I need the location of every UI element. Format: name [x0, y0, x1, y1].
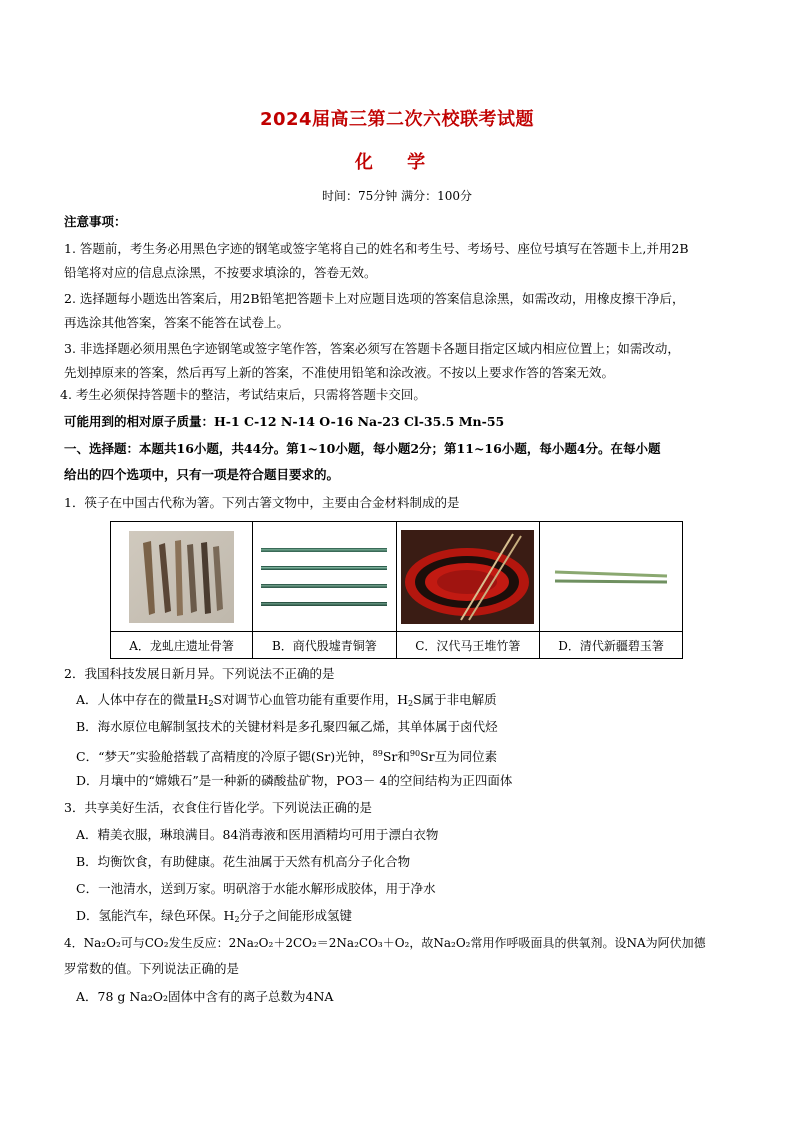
q2-option-c-part-1: C．“梦天”实验舱搭载了高精度的冷原子锶(Sr)光钟， — [76, 749, 373, 764]
q1-option-c-image-cell — [396, 522, 540, 632]
q2-option-a-subscript-2: 2 — [408, 699, 414, 708]
q1-option-b-caption: B．商代殷墟青铜箸 — [253, 632, 396, 659]
q2-option-a-part-1: A．人体中存在的微量H — [76, 692, 209, 707]
q3-option-d-subscript: 2 — [234, 915, 240, 924]
notice-item-3-line-2: 先划掉原来的答案，然后再写上新的答案，不准使用铅笔和涂改液。不按以上要求作答的答案无效。 — [64, 365, 615, 380]
notice-item-4: 4. 考生必须保持答题卡的整洁，考试结束后，只需将答题卡交回。 — [60, 387, 426, 402]
q2-option-c-superscript-1: 89 — [372, 749, 383, 758]
lacquer-plate-bamboo-chopsticks-image — [401, 530, 534, 624]
q2-stem: 2．我国科技发展日新月异。下列说法不正确的是 — [64, 666, 335, 681]
q4-option-a: A．78 g Na₂O₂固体中含有的离子总数为4NA — [76, 989, 334, 1004]
subject-title: 化 学 — [354, 152, 440, 173]
q1-option-c-caption: C．汉代马王堆竹箸 — [396, 632, 540, 659]
q1-stem: 1．筷子在中国古代称为箸。下列古箸文物中，主要由合金材料制成的是 — [64, 495, 460, 510]
q3-option-c: C．一池清水，送到万家。明矾溶于水能水解形成胶体，用于净水 — [76, 881, 436, 896]
q1-option-a-caption: A．龙虬庄遗址骨箸 — [111, 632, 253, 659]
notice-item-2-line-2: 再选涂其他答案，答案不能答在试卷上。 — [64, 315, 290, 330]
q3-option-a: A．精美衣服，琳琅满目。84消毒液和医用酒精均可用于漂白衣物 — [76, 827, 439, 842]
exam-time-score: 时间：75分钟 满分：100分 — [322, 189, 472, 203]
notice-item-2-line-1: 2. 选择题每小题选出答案后，用2B铅笔把答题卡上对应题目选项的答案信息涂黑，如需改动，用橡皮擦干净后， — [64, 291, 685, 306]
bronze-chopsticks-image — [259, 542, 389, 612]
atomic-masses: 可能用到的相对原子质量：H-1 C-12 N-14 O-16 Na-23 Cl-35.5 Mn-55 — [64, 414, 505, 429]
q4-stem-line-2: 罗常数的值。下列说法正确的是 — [64, 961, 240, 976]
notice-item-1-line-2: 铅笔将对应的信息点涂黑，不按要求填涂的，答卷无效。 — [64, 265, 377, 280]
section-1-line-1: 一、选择题：本题共16小题，共44分。第1~10小题，每小题2分；第11~16小题，每小题4分。在每小题 — [64, 441, 661, 456]
q2-option-a-part-3: S属于非电解质 — [413, 692, 497, 707]
q1-option-d-caption: D．清代新疆碧玉箸 — [540, 632, 683, 659]
q2-option-d: D．月壤中的“嫦娥石”是一种新的磷酸盐矿物，PO3－ 4的空间结构为正四面体 — [76, 773, 513, 788]
notice-item-3-line-1: 3. 非选择题必须用黑色字迹钢笔或签字笔作答，答案必须写在答题卡各题目指定区域内相应位置上；如需改动， — [64, 341, 680, 356]
notice-heading: 注意事项： — [64, 214, 127, 229]
bone-chopsticks-image — [129, 531, 234, 623]
section-1-line-2: 给出的四个选项中，只有一项是符合题目要求的。 — [64, 467, 340, 482]
notice-item-1-line-1: 1. 答题前，考生务必用黑色字迹的钢笔或签字笔将自己的姓名和考生号、考场号、座位号填写在答题卡上,并用2B — [64, 241, 689, 256]
q2-option-a-part-2: S对调节心血管功能有重要作用，H — [213, 692, 408, 707]
q3-option-b: B．均衡饮食，有助健康。花生油属于天然有机高分子化合物 — [76, 854, 411, 869]
q2-option-c-superscript-2: 90 — [409, 749, 421, 758]
q2-option-c-part-2: Sr和 — [382, 749, 410, 764]
exam-title: 2024届高三第二次六校联考试题 — [259, 109, 535, 130]
q1-option-d-image-cell — [540, 522, 683, 632]
q2-option-c — [76, 745, 497, 766]
jade-chopsticks-image — [551, 562, 671, 592]
q2-option-c-part-3: Sr互为同位素 — [420, 749, 498, 764]
q2-option-a-subscript-1: 2 — [208, 699, 214, 708]
q2-option-b: B．海水原位电解制氢技术的关键材料是多孔聚四氟乙烯，其单体属于卤代烃 — [76, 719, 498, 734]
q1-options-table — [110, 521, 683, 659]
q2-option-a — [76, 691, 497, 713]
q3-option-d — [76, 907, 352, 929]
q1-option-b-image-cell — [253, 522, 396, 632]
q1-option-a-image-cell — [111, 522, 253, 632]
q3-stem: 3．共享美好生活，衣食住行皆化学。下列说法正确的是 — [64, 800, 372, 815]
q3-option-d-part-2: 分子之间能形成氢键 — [239, 908, 353, 923]
q3-option-d-part-1: D．氢能汽车，绿色环保。H — [76, 908, 235, 923]
q4-stem-line-1: 4．Na₂O₂可与CO₂发生反应：2Na₂O₂＋2CO₂＝2Na₂CO₃＋O₂，故Na₂O₂常用作呼吸面具的供氧剂。设NA为阿伏加德 — [64, 936, 706, 950]
